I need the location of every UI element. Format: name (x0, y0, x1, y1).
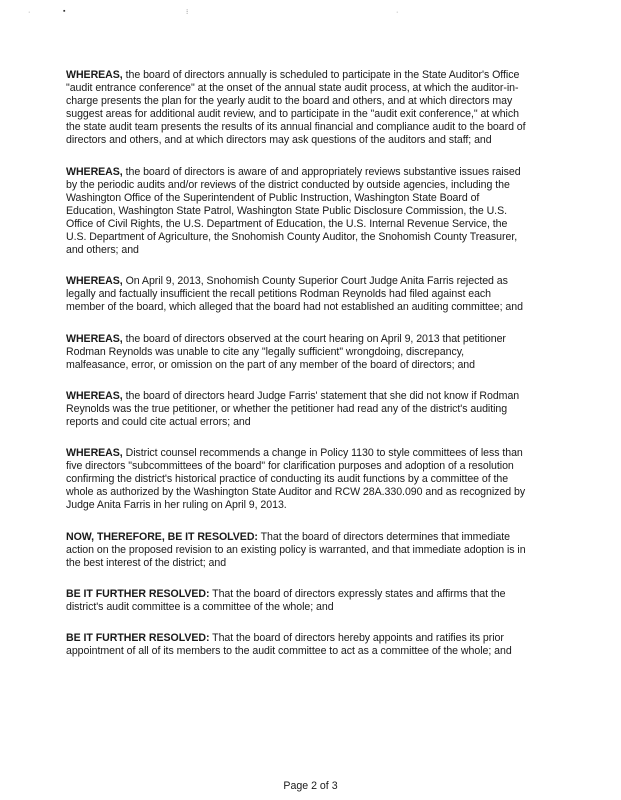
paragraph-text: That the board of directors determines that immediate action on the proposed revision to an existing policy is warranted, and that immediate adoption is in the best interest of the district; and (66, 530, 526, 569)
resolution-body (66, 69, 526, 676)
paragraph-text: That the board of directors expressly states and affirms that the district's audit committee is a committee of the whole; and (66, 587, 506, 613)
paragraph (66, 531, 526, 570)
paragraph-text: the board of directors annually is scheduled to participate in the State Auditor's Office "audit entrance conference" at the onset of the annual state audit process, at which the auditor-in-charge presents the plan for the yearly audit to the board and others, and at which directors may suggest areas for additional audit review, and to participate in the "audit exit conference," at which the state audit team presents the results of its annual financial and compliance audit to the board of directors and others, and at which directors may ask questions of the auditors and staff; and (66, 69, 526, 147)
paragraph-lead: BE IT FURTHER RESOLVED: (66, 632, 210, 644)
paragraph-text: On April 9, 2013, Snohomish County Superior Court Judge Anita Farris rejected as legally and factually insufficient the recall petitions Rodman Reynolds had filed against each member of the board, which alleged that the board had not established an auditing committee; and (66, 275, 523, 314)
paragraph-text: the board of directors heard Judge Farris' statement that she did not know if Rodman Reynolds was the true petitioner, or whether the petitioner had read any of the district's auditing reports and could cite actual errors; and (66, 389, 520, 428)
paragraph-text: the board of directors is aware of and appropriately reviews substantive issues raised by the periodic audits and/or reviews of the district conducted by outside agencies, including the Washington Office of the Superintendent of Public Instruction, Washington State Board of Education, Washington State Patrol, Washington State Public Disclosure Commission, the U.S. Office of Civil Rights, the U.S. Department of Education, the U.S. Internal Revenue Service, the U.S. Department of Agriculture, the Snohomish County Auditor, the Snohomish County Treasurer, and others; and (66, 165, 521, 257)
paragraph (66, 390, 526, 429)
paragraph (66, 275, 526, 314)
paragraph-text: the board of directors observed at the court hearing on April 9, 2013 that petitioner Rodman Reynolds was unable to cite any "legally sufficient" wrongdoing, discrepancy, malfeasance, error, or omission on the part of any member of the board of directors; and (66, 332, 506, 371)
scan-artifact: ▪ (63, 8, 66, 15)
paragraph (66, 632, 526, 658)
paragraph-lead: WHEREAS, (66, 69, 123, 81)
paragraph (66, 333, 526, 372)
scan-artifact: · (396, 9, 399, 16)
paragraph (66, 166, 526, 258)
paragraph-text: That the board of directors hereby appoints and ratifies its prior appointment of all of its members to the audit committee to act as a committee of the whole; and (66, 632, 512, 658)
paragraph-lead: WHEREAS, (66, 389, 123, 402)
paragraph-text: District counsel recommends a change in Policy 1130 to style committees of less than five directors "subcommittees of the board" for clarification purposes and adoption of a resolution confirming the district's historical practice of conducting its audit functions by a committee of the whole as authorized by the Washington State Auditor and RCW 28A.330.090 and as recognized by Judge Anita Farris in her ruling on April 9, 2013. (66, 447, 526, 512)
paragraph-lead: WHEREAS, (66, 165, 123, 178)
paragraph (66, 447, 526, 512)
paragraph-lead: NOW, THEREFORE, BE IT RESOLVED: (66, 530, 258, 543)
paragraph-lead: WHEREAS, (66, 275, 123, 288)
paragraph-lead: WHEREAS, (66, 447, 123, 460)
scan-artifact: · (28, 9, 31, 16)
paragraph-lead: WHEREAS, (66, 332, 123, 345)
paragraph-lead: BE IT FURTHER RESOLVED: (66, 587, 210, 600)
paragraph (66, 588, 526, 614)
scan-artifact: ⁝ (186, 9, 189, 16)
page-number: Page 2 of 3 (283, 780, 338, 792)
paragraph (66, 69, 526, 148)
